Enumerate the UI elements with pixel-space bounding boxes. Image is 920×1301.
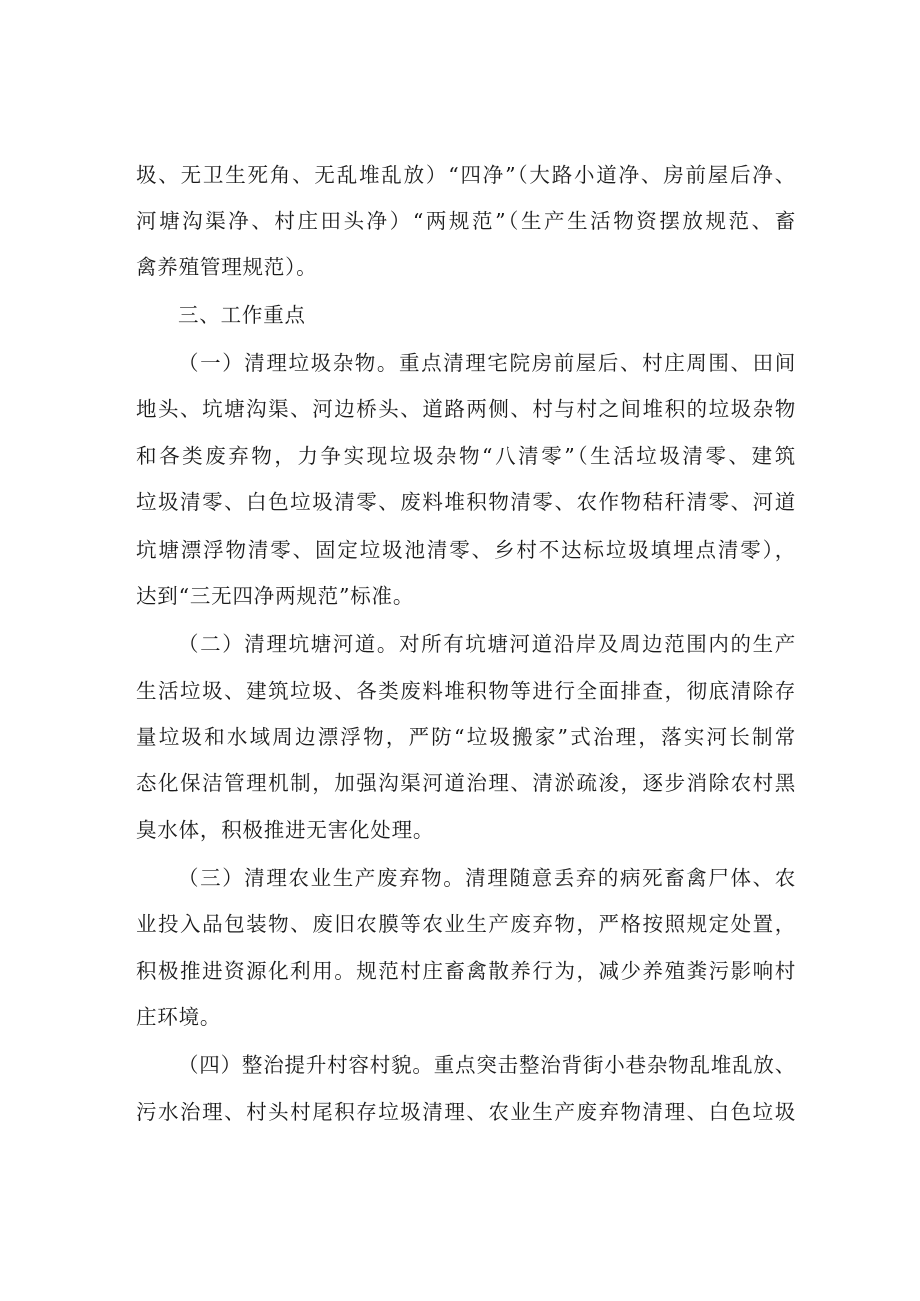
paragraph-2-line-5: 臭水体，积极推进无害化处理。 [136,818,435,842]
paragraph-3-line-2: 业投入品包装物、废旧农膜等农业生产废弃物，严格按照规定处置， [136,912,796,936]
paragraph-4-line-2: 污水治理、村头村尾积存垃圾清理、农业生产废弃物清理、白色垃圾 [136,1100,796,1124]
section-heading: 三、工作重点 [178,303,306,327]
intro-line-1: 圾、无卫生死角、无乱堆乱放）“四净”（大路小道净、房前屋后净、 [136,163,796,187]
paragraph-1-line-4: 垃圾清零、白色垃圾清零、废料堆积物清零、农作物秸秆清零、河道 [136,490,796,514]
intro-line-3: 禽养殖管理规范）。 [136,255,318,279]
paragraph-3-line-3: 积极推进资源化利用。规范村庄畜禽散养行为，减少养殖粪污影响村 [136,959,796,983]
paragraph-3-line-1: （三）清理农业生产废弃物。清理随意丢弃的病死畜禽尸体、农 [178,866,796,890]
paragraph-4-line-1: （四）整治提升村容村貌。重点突击整治背街小巷杂物乱堆乱放、 [178,1053,796,1077]
paragraph-2-line-1: （二）清理坑塘河道。对所有坑塘河道沿岸及周边范围内的生产 [178,632,796,656]
paragraph-2-line-4: 态化保洁管理机制，加强沟渠河道治理、清淤疏浚，逐步消除农村黑 [136,771,796,795]
paragraph-3-line-4: 庄环境。 [136,1005,222,1029]
paragraph-1-line-5: 坑塘漂浮物清零、固定垃圾池清零、乡村不达标垃圾填埋点清零）， [136,538,796,562]
intro-line-2: 河塘沟渠净、村庄田头净）“两规范”（生产生活物资摆放规范、畜 [136,209,796,233]
paragraph-1-line-3: 和各类废弃物，力争实现垃圾杂物“八清零”（生活垃圾清零、建筑 [136,444,796,468]
paragraph-1-line-1: （一）清理垃圾杂物。重点清理宅院房前屋后、村庄周围、田间 [178,351,796,375]
paragraph-2-line-3: 量垃圾和水域周边漂浮物，严防“垃圾搬家”式治理，落实河长制常 [136,725,796,749]
paragraph-1-line-6: 达到“三无四净两规范”标准。 [136,584,415,608]
paragraph-1-line-2: 地头、坑塘沟渠、河边桥头、道路两侧、村与村之间堆积的垃圾杂物 [136,397,796,421]
paragraph-2-line-2: 生活垃圾、建筑垃圾、各类废料堆积物等进行全面排查，彻底清除存 [136,679,796,703]
